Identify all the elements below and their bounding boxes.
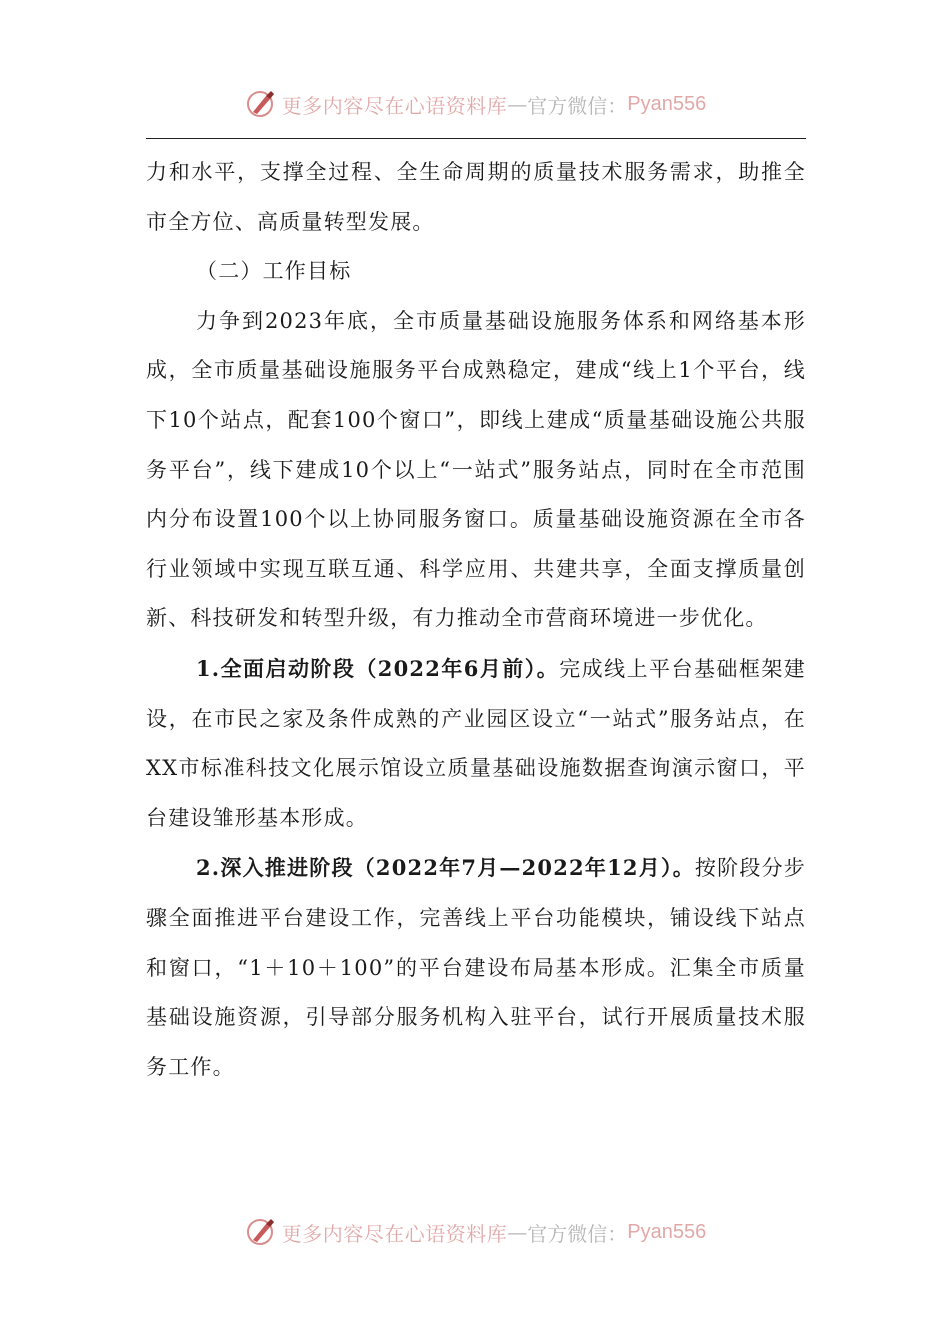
document-body [146, 148, 806, 1092]
phase-1-title: 1.全面启动阶段（2022年6月前）。 [196, 655, 560, 681]
phase-1-text: 完成线上平台基础框架建设，在市民之家及条件成熟的产业园区设立“一站式”服务站点，在XX市标准科技文化展示馆设立质量基础设施数据查询演示窗口，平台建设雏形基本形成。 [146, 656, 807, 830]
header-rule [146, 138, 806, 139]
watermark-banner-bottom [0, 1212, 950, 1252]
watermark-banner-top [0, 84, 950, 124]
phase-2-title: 2.深入推进阶段（2022年7月—2022年12月）。 [196, 855, 695, 881]
watermark-wechat-id: Pyan556 [627, 92, 707, 115]
pen-logo-icon [244, 1215, 278, 1249]
watermark-text: 更多内容尽在心语资料库 [281, 1221, 508, 1246]
paragraph-goals: 力争到2023年底，全市质量基础设施服务体系和网络基本形成，全市质量基础设施服务平台成熟稳定，建成“线上1个平台，线下10个站点，配套100个窗口”，即线上建成“质量基础设施公共服务平台”，线下建成10个以上“一站式”服务站点，同时在全市范围内分布设置100个以上协同服务窗口。质量基础设施资源在全市各行业领域中实现互联互通、科学应用、共建共享，全面支撑质量创新、科技研发和转型升级，有力推动全市营商环境进一步优化。 [146, 308, 806, 631]
pen-logo-icon [244, 87, 278, 121]
paragraph-phase-1 [146, 644, 806, 843]
watermark-text: 更多内容尽在心语资料库 [281, 93, 508, 118]
paragraph-phase-2 [146, 843, 806, 1092]
paragraph-continuation: 力和水平，支撑全过程、全生命周期的质量技术服务需求，助推全市全方位、高质量转型发展。 [146, 160, 806, 234]
watermark-wechat-id: Pyan556 [627, 1220, 707, 1243]
phase-2-text: 按阶段分步骤全面推进平台建设工作，完善线上平台功能模块，铺设线下站点和窗口，“1＋10＋100”的平台建设布局基本形成。汇集全市质量基础设施资源，引导部分服务机构入驻平台，试行开展质量技术服务工作。 [146, 856, 807, 1079]
watermark-dash: — [507, 1220, 528, 1244]
watermark-wechat-label: 官方微信： [527, 93, 628, 118]
watermark-wechat-label: 官方微信： [527, 1221, 628, 1246]
watermark-dash: — [507, 92, 528, 116]
section-heading: （二）工作目标 [196, 259, 352, 284]
